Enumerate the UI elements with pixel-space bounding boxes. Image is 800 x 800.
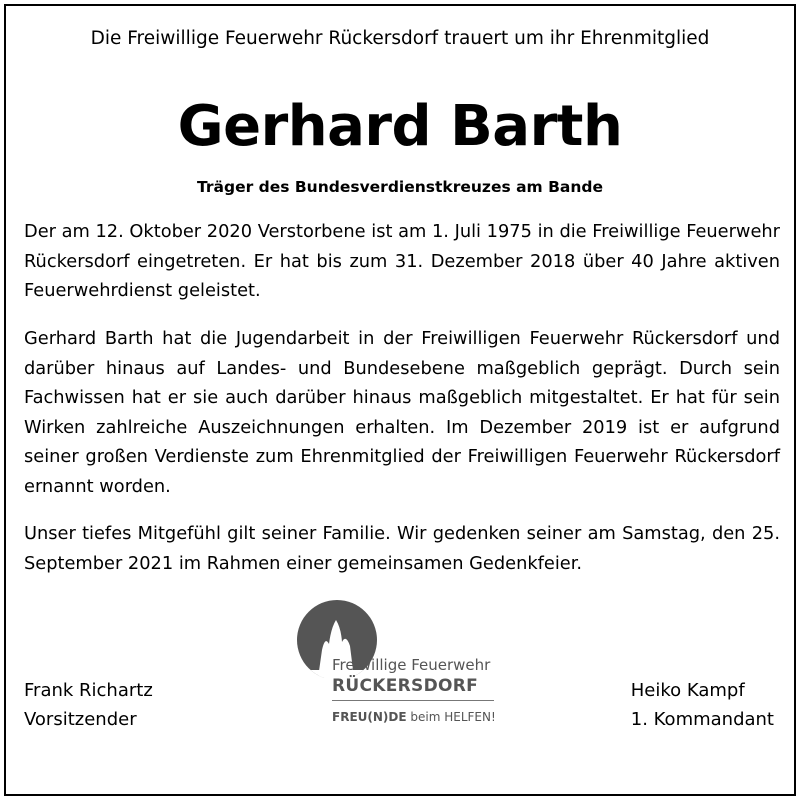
logo-divider (332, 700, 494, 701)
paragraph-merits: Gerhard Barth hat die Jugendarbeit in der Freiwilligen Feuerwehr Rückersdorf und darüber hinaus auf Landes- und Bundesebene maßgeblich geprägt. Durch sein Fachwissen hat er sie auch darüber hinaus maßgeblich mitgestaltet. Er hat für sein Wirken zahlreiche Auszeichnungen erhalten. Im Dezember 2019 ist er aufgrund seiner großen Verdienste zum Ehrenmitglied der Freiwilligen Feuerwehr Rückersdorf ernannt worden. (24, 328, 780, 497)
intro-line: Die Freiwillige Feuerwehr Rückersdorf trauert um ihr Ehrenmitglied (90, 28, 710, 49)
distinction-line: Träger des Bundesverdienstkreuzes am Bande (197, 178, 603, 196)
logo-line-2: RÜCKERSDORF (332, 676, 479, 696)
signature-left (24, 676, 153, 734)
paragraph-condolence: Unser tiefes Mitgefühl gilt seiner Familie. Wir gedenken seiner am Samstag, den 25. September 2021 im Rahmen einer gemeinsamen Gedenkfeier. (24, 523, 780, 574)
logo-slogan (332, 710, 496, 724)
fire-brigade-logo (292, 598, 512, 738)
logo-slogan-bold: FREU(N)DE (332, 710, 407, 724)
signature-right (631, 676, 774, 734)
paragraph-service: Der am 12. Oktober 2020 Verstorbene ist am 1. Juli 1975 in die Freiwillige Feuerwehr Rückersdorf eingetreten. Er hat bis zum 31. Dezember 2018 über 40 Jahre aktiven Feuerwehrdienst geleistet. (24, 221, 780, 301)
signature-left-role: Vorsitzender (24, 709, 137, 730)
signature-left-name: Frank Richartz (24, 680, 153, 701)
logo-slogan-rest: beim HELFEN! (406, 710, 496, 724)
signature-right-name: Heiko Kampf (630, 680, 745, 701)
signature-right-role: 1. Kommandant (630, 709, 774, 730)
obituary-notice (4, 4, 796, 796)
deceased-name: Gerhard Barth (177, 94, 623, 159)
logo-line-1: Freiwillige Feuerwehr (332, 656, 491, 674)
